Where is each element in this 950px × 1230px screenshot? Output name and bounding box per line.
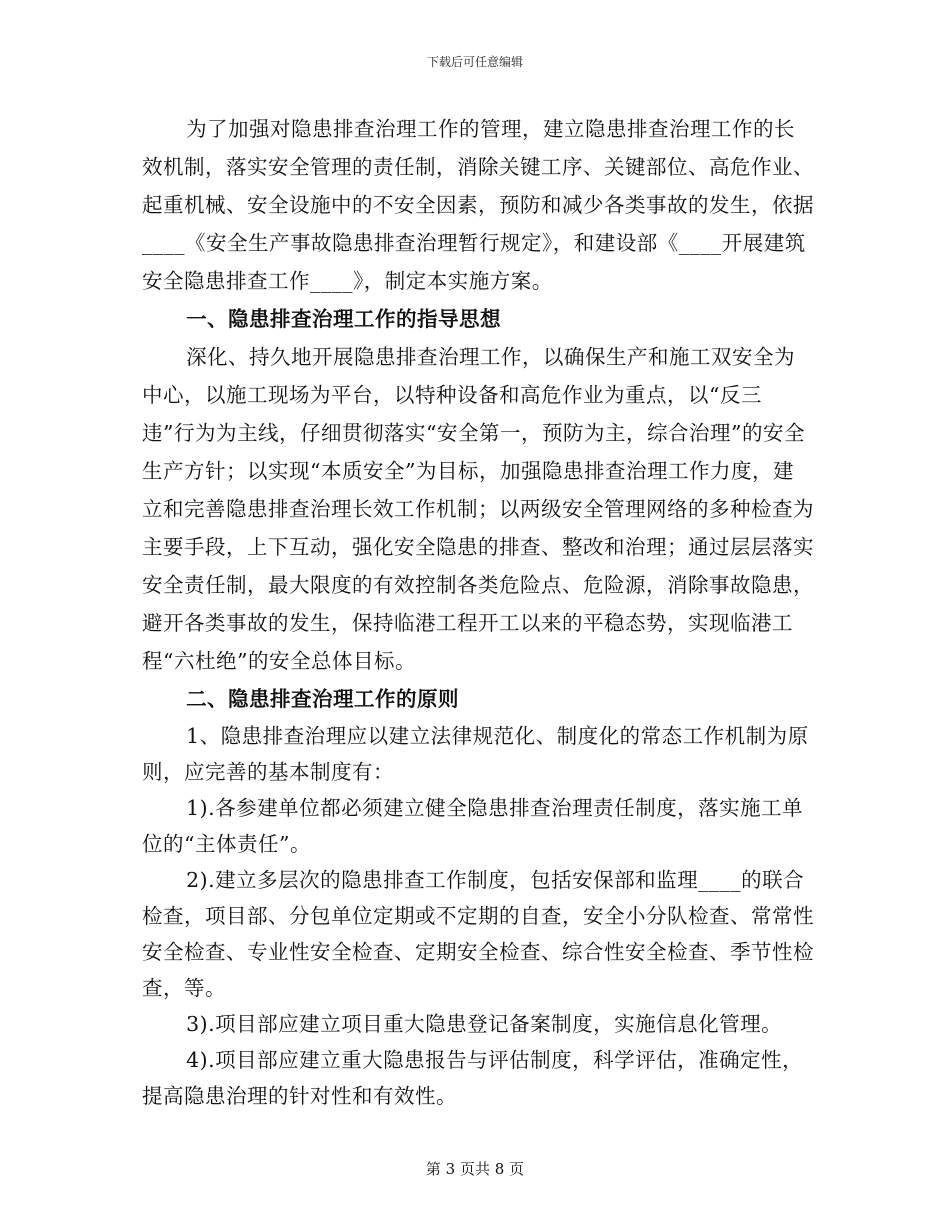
guiding-thought-paragraph: 深化、持久地开展隐患排查治理工作，以确保生产和施工双安全为中心，以施工现场为平台，以特种设备和高危作业为重点，以“反三违”行为为主线，仔细贯彻落实“安全第一，预防为主，综合治理”的安全生产方针；以实现“本质安全”为目标，加强隐患排查治理工作力度，建立和完善隐患排查治理长效工作机制；以两级安全管理网络的多种检查为主要手段，上下互动，强化安全隐患的排查、整改和治理；通过层层落实安全责任制，最大限度的有效控制各类危险点、危险源，消除事故隐患，避开各类事故的发生，保持临港工程开工以来的平稳态势，实现临港工程“六杜绝”的安全总体目标。 — [142, 345, 814, 673]
list-item-1: 1).各参建单位都必须建立健全隐患排查治理责任制度，落实施工单位的“主体责任”。 — [142, 796, 804, 856]
list-item-3: 3).项目部应建立项目重大隐患登记备案制度，实施信息化管理。 — [186, 1012, 783, 1036]
list-item-4: 4).项目部应建立重大隐患报告与评估制度，科学评估，准确定性，提高隐患治理的针对性和有效性。 — [142, 1048, 804, 1108]
intro-paragraph: 为了加强对隐患排查治理工作的管理，建立隐患排查治理工作的长效机制，落实安全管理的责任制，消除关键工序、关键部位、高危作业、起重机械、安全设施中的不安全因素，预防和减少各类事故的发生，依据____《安全生产事故隐患排查治理暂行规定》，和建设部《____开展建筑安全隐患排查工作____》，制定本实施方案。 — [142, 117, 814, 293]
list-item-2: 2).建立多层次的隐患排查工作制度，包括安保部和监理____的联合检查，项目部、分包单位定期或不定期的自查，安全小分队检查、常常性安全检查、专业性安全检查、定期安全检查、综合性安全检查、季节性检查，等。 — [142, 868, 814, 1000]
page-header: 下载后可任意编辑 — [426, 55, 523, 69]
page-number-footer: 第 3 页共 8 页 — [425, 1160, 525, 1178]
section-heading-2: 二、隐患排查治理工作的原则 — [186, 687, 460, 711]
section-heading-1: 一、隐患排查治理工作的指导思想 — [186, 307, 502, 331]
principle-paragraph-1: 1、隐患排查治理应以建立法律规范化、制度化的常态工作机制为原则，应完善的基本制度有： — [142, 724, 809, 784]
document-body — [142, 110, 814, 1114]
